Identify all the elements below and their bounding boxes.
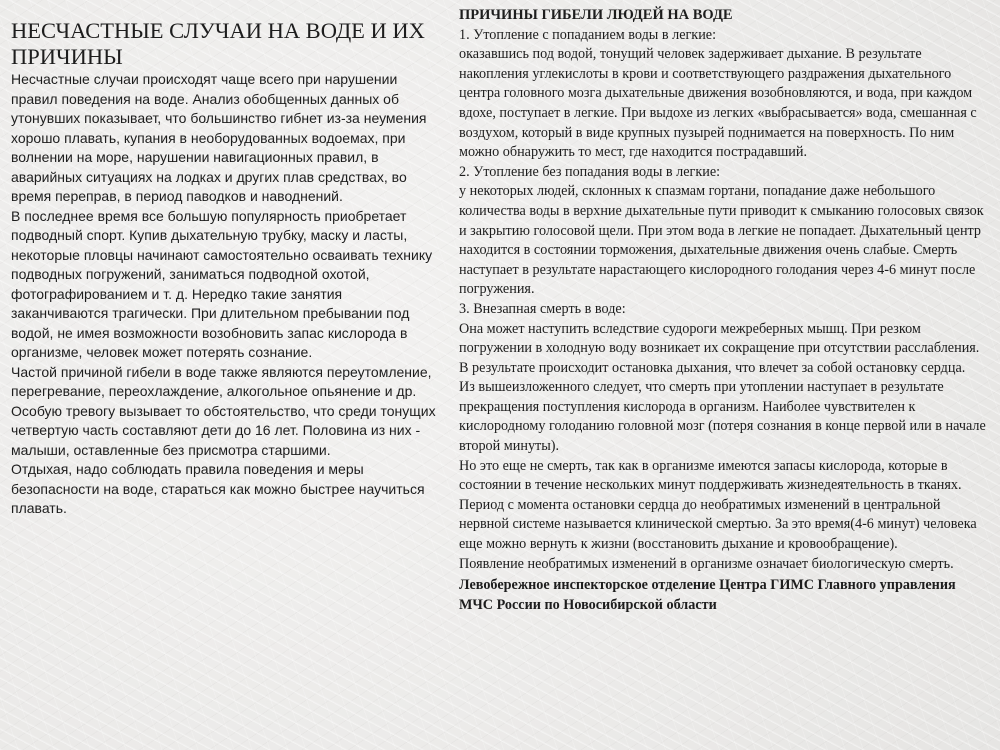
left-column bbox=[11, 18, 443, 519]
heading-drowning-with-water: 1. Утопление с попаданием воды в легкие: bbox=[459, 26, 717, 43]
paragraph-advice: Отдыхая, надо соблюдать правила поведения и меры безопасности на воде, стараться как можно быстрее научиться плавать. bbox=[11, 461, 425, 516]
footer-organization: Левобережное инспекторское отделение Центра ГИМС Главного управления МЧС России по Новосибирской области bbox=[459, 577, 956, 613]
text-drowning-without-water: у некоторых людей, склонных к спазмам гортани, попадание даже небольшого количества воды в верхние дыхательные пути приводит к смыканию голосовых связок и закрытию голосовой щели. При этом вода в легкие не попадает. Дыхательный центр находится в состоянии торможения, дыхательные движения очень слабые. Смерть наступает в результате нарастающего кислородного голодания через 4-6 минут после погружения. bbox=[459, 183, 984, 298]
text-conclusion: Из вышеизложенного следует, что смерть при утоплении наступает в результате прекращения поступления кислорода в организм. Наиболее чувствителен к кислородному голоданию головной мозг (потеря сознания в конце первой или в начале второй минуты). bbox=[459, 379, 986, 455]
page-title: НЕСЧАСТНЫЕ СЛУЧАИ НА ВОДЕ И ИХ ПРИЧИНЫ bbox=[11, 18, 425, 69]
section-title: ПРИЧИНЫ ГИБЕЛИ ЛЮДЕЙ НА ВОДЕ bbox=[459, 7, 733, 23]
text-drowning-with-water: оказавшись под водой, тонущий человек задерживает дыхание. В результате накопления углекислоты в крови и соответствующего раздражения дыхательного центра головного мозга дыхательные движения возобновляются, и вода, при каждом вдохе, поступает в легкие. При выдохе из легких «выбрасывается» вода, смешанная с воздухом, который в виде крупных пузырей поднимается на поверхность. По ним можно обнаружить то мест, где находится пострадавший. bbox=[459, 46, 977, 161]
text-biological-death: Появление необратимых изменений в организме означает биологическую смерть. bbox=[459, 555, 954, 572]
paragraph-causes: Несчастные случаи происходят чаще всего при нарушении правил поведения на воде. Анализ обобщенных данных об утонувших показывает, что большинство гибнет из-за неумения хорошо плавать, купания в необорудованных водоемах, при волнении на море, нарушении навигационных правил, в аварийных ситуациях на лодках и других плав средствах, во время переправ, в период паводков и наводнений. bbox=[11, 71, 427, 204]
text-sudden-death: Она может наступить вследствие судороги межреберных мышц. При резком погружении в холодную воду возникает их сокращение при отсутствии расслабления. В результате происходит остановка дыхания, что влечет за собой остановку сердца. bbox=[459, 320, 980, 376]
heading-sudden-death: 3. Внезапная смерть в воде: bbox=[459, 300, 626, 317]
text-clinical-death: Но это еще не смерть, так как в организме имеются запасы кислорода, которые в состоянии в течение нескольких минут поддерживать жизнедеятельность в тканях. Период с момента остановки сердца до необратимых изменений в центральной нервной системе называется клинической смертью. За это время(4-6 минут) человека еще можно вернуть к жизни (восстановить дыхание и кровообращение). bbox=[459, 457, 977, 553]
right-column bbox=[459, 6, 989, 615]
paragraph-diving: В последнее время все большую популярность приобретает подводный спорт. Купив дыхательную трубку, маску и ласты, некоторые пловцы начинают самостоятельно осваивать технику подводных погружений, заниматься подводной охотой, фотографированием и т. д. Нередко такие занятия заканчиваются трагически. При длительном пребывании под водой, не имея возможности возобновить запас кислорода в организме, человек может потерять сознание. bbox=[11, 207, 433, 360]
heading-drowning-without-water: 2. Утопление без попадания воды в легкие: bbox=[459, 163, 721, 180]
paragraph-other-causes: Частой причиной гибели в воде также являются переутомление, перегревание, переохлаждение, алкогольное опьянение и др. Особую тревогу вызывает то обстоятельство, что среди тонущих четвертую часть составляют дети до 16 лет. Половина из них - малыши, оставленные без присмотра старшими. bbox=[11, 363, 436, 458]
